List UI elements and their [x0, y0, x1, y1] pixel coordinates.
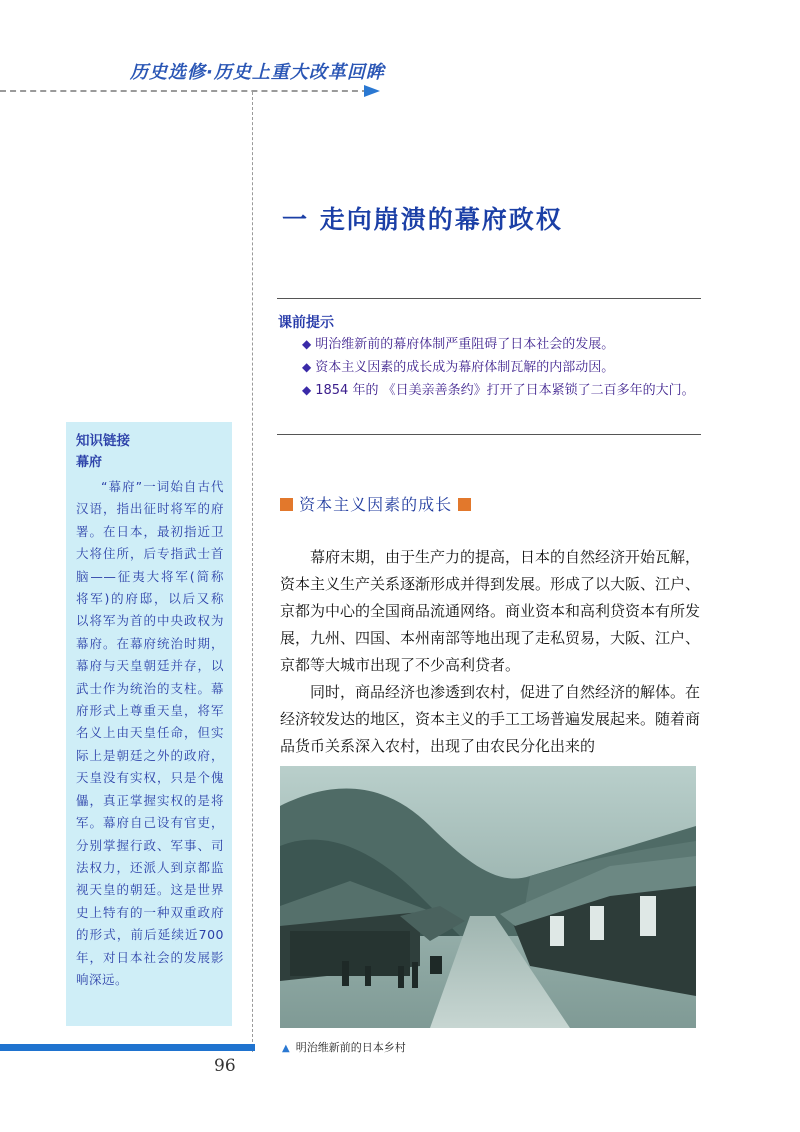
tips-top-rule	[277, 298, 701, 299]
header-dashed-rule	[0, 90, 368, 92]
knowledge-link-sidebar	[66, 422, 232, 1026]
tips-list	[278, 333, 702, 402]
sidebar-body: “幕府”一词始自古代汉语，指出征时将军的府署。在日本，最初指近卫大将住所，后专指武士首脑——征夷大将军(简称将军)的府邸，以后又称以将军为首的中央政权为幕府。在幕府统治时期，幕府与天皇朝廷并存，以武士作为统治的支柱。幕府形式上尊重天皇，将军名义上由天皇任命，但实际上是朝廷之外的政府，天皇没有实权，只是个傀儡，真正掌握实权的是将军。幕府自己设有官吏，分别掌握行政、军事、司法权力，还派人到京都监视天皇的朝廷。这是世界史上特有的一种双重政府的形式，前后延续近700年，对日本社会的发展影响深远。	[76, 479, 224, 987]
vertical-dashed-divider	[252, 92, 253, 1052]
square-marker-icon	[280, 498, 293, 511]
section-heading: 资本主义因素的成长	[280, 492, 471, 515]
diamond-bullet-icon: ◆	[302, 360, 312, 374]
diamond-bullet-icon: ◆	[302, 337, 312, 351]
tips-heading: 课前提示	[278, 315, 334, 331]
village-photo-illustration	[280, 766, 696, 1028]
footer-accent-bar	[0, 1044, 255, 1051]
tip-item: ◆ 明治维新前的幕府体制严重阻碍了日本社会的发展。	[302, 337, 615, 352]
body-paragraph: 同时，商品经济也渗透到农村，促进了自然经济的解体。在经济较发达的地区，资本主义的手工工场普遍发展起来。随着商品货币关系深入农村，出现了由农民分化出来的	[280, 683, 701, 755]
figure-caption: ▲ 明治维新前的日本乡村	[282, 1041, 406, 1054]
body-paragraph: 幕府末期，由于生产力的提高，日本的自然经济开始瓦解，资本主义生产关系逐渐形成并得到发展。形成了以大阪、江户、京都为中心的全国商品流通网络。商业资本和高利贷资本有所发展，九州、四国、本州南部等地出现了走私贸易，大阪、江户、京都等大城市出现了不少高利贷者。	[280, 548, 701, 674]
sidebar-heading: 知识链接	[76, 433, 130, 449]
header-arrow-icon	[364, 85, 380, 97]
square-marker-icon	[458, 498, 471, 511]
triangle-marker-icon: ▲	[282, 1043, 290, 1054]
chapter-title: 一 走向崩溃的幕府政权	[282, 205, 563, 234]
tip-item: ◆ 1854 年的 《日美亲善条约》打开了日本紧锁了二百多年的大门。	[302, 383, 695, 398]
page-number: 96	[214, 1056, 236, 1076]
tips-bottom-rule	[277, 434, 701, 435]
sidebar-subheading: 幕府	[76, 455, 103, 470]
body-text	[280, 544, 700, 760]
running-header-title: 历史选修·历史上重大改革回眸	[130, 62, 385, 83]
diamond-bullet-icon: ◆	[302, 383, 312, 397]
village-photo	[280, 766, 696, 1028]
tip-item: ◆ 资本主义因素的成长成为幕府体制瓦解的内部动因。	[302, 360, 615, 375]
